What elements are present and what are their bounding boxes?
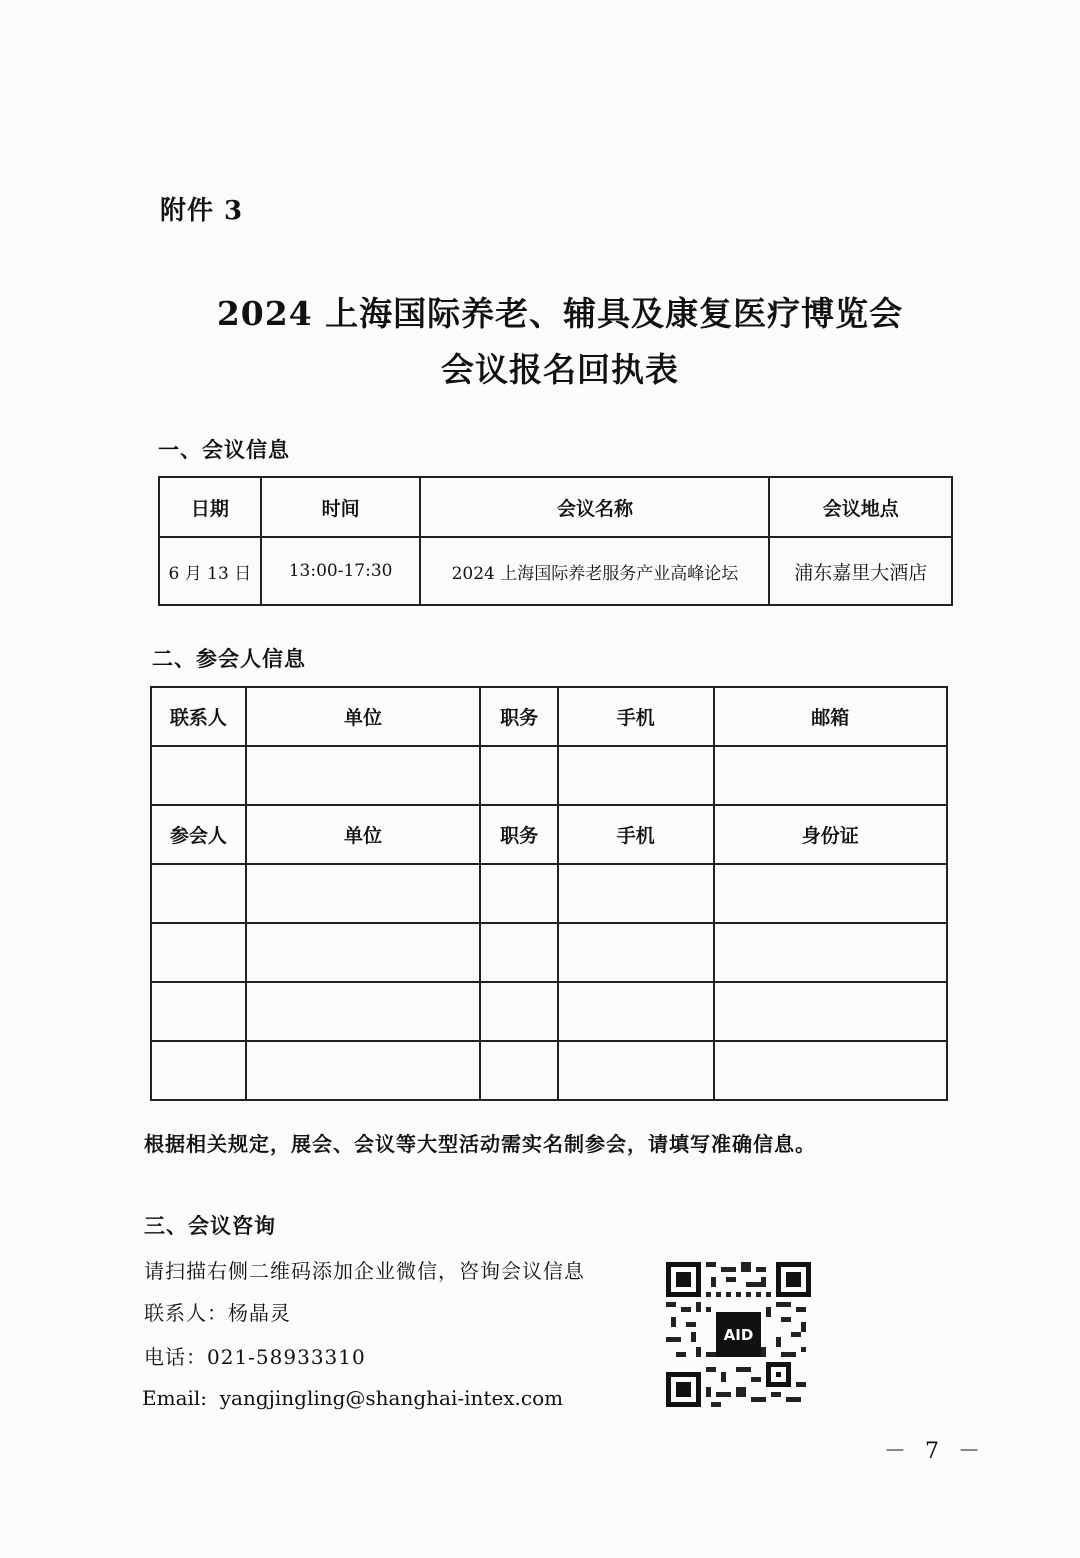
- page-title: 2024 上海国际养老、辅具及康复医疗博览会: [216, 294, 904, 333]
- input-cell[interactable]: [151, 982, 246, 1041]
- contact-line: [144, 1297, 291, 1326]
- phone-line: [144, 1341, 366, 1370]
- cell-meeting-name: 2024 上海国际养老服务产业高峰论坛: [420, 537, 769, 605]
- phone-label: 电话：: [144, 1345, 207, 1369]
- table-header-row: [159, 477, 952, 537]
- header-unit: 单位: [246, 805, 480, 864]
- meeting-table: [158, 476, 953, 606]
- cell-venue: 浦东嘉里大酒店: [769, 537, 952, 605]
- contact-header-row: [151, 687, 947, 746]
- attendee-header-row: [151, 805, 947, 864]
- header-mobile: 手机: [558, 687, 714, 746]
- attendee-input-row: [151, 982, 947, 1041]
- contact-input-row: [151, 746, 947, 805]
- input-cell[interactable]: [246, 864, 480, 923]
- input-cell[interactable]: [480, 1041, 558, 1100]
- page-subtitle: 会议报名回执表: [441, 350, 679, 389]
- attendee-table: [150, 686, 948, 1101]
- input-cell[interactable]: [151, 864, 246, 923]
- input-cell[interactable]: [246, 923, 480, 982]
- attendee-input-row: [151, 1041, 947, 1100]
- attendee-input-row: [151, 923, 947, 982]
- email-address[interactable]: yangjingling@shanghai-intex.com: [219, 1386, 564, 1410]
- input-cell[interactable]: [714, 864, 947, 923]
- input-cell[interactable]: [714, 1041, 947, 1100]
- header-unit: 单位: [246, 687, 480, 746]
- table-row: [159, 537, 952, 605]
- section-consultation: 三、会议咨询: [144, 1213, 276, 1238]
- input-cell[interactable]: [558, 746, 714, 805]
- input-cell[interactable]: [714, 746, 947, 805]
- attendee-input-row: [151, 864, 947, 923]
- input-cell[interactable]: [246, 1041, 480, 1100]
- header-date: 日期: [159, 477, 261, 537]
- email-label: Email:: [142, 1386, 208, 1410]
- consult-instruction: 请扫描右侧二维码添加企业微信，咨询会议信息: [144, 1259, 585, 1283]
- real-name-notice: 根据相关规定，展会、会议等大型活动需实名制参会，请填写准确信息。: [144, 1132, 816, 1156]
- input-cell[interactable]: [151, 746, 246, 805]
- contact-name: 杨晶灵: [228, 1301, 291, 1325]
- header-time: 时间: [261, 477, 421, 537]
- cell-time: 13:00-17:30: [261, 537, 421, 605]
- input-cell[interactable]: [558, 923, 714, 982]
- qr-code[interactable]: [666, 1262, 811, 1407]
- input-cell[interactable]: [151, 923, 246, 982]
- phone-number: 021-58933310: [207, 1345, 366, 1369]
- qr-logo-text: AID: [723, 1326, 754, 1344]
- input-cell[interactable]: [714, 982, 947, 1041]
- header-position: 职务: [480, 687, 558, 746]
- header-meeting-name: 会议名称: [420, 477, 769, 537]
- header-contact: 联系人: [151, 687, 246, 746]
- contact-label: 联系人：: [144, 1301, 228, 1325]
- header-position: 职务: [480, 805, 558, 864]
- page-number: － 7 －: [884, 1439, 986, 1464]
- header-id-card: 身份证: [714, 805, 947, 864]
- section-meeting-info: 一、会议信息: [158, 437, 290, 462]
- header-email: 邮箱: [714, 687, 947, 746]
- input-cell[interactable]: [246, 746, 480, 805]
- input-cell[interactable]: [480, 864, 558, 923]
- section-attendee-info: 二、参会人信息: [152, 646, 306, 671]
- input-cell[interactable]: [151, 1041, 246, 1100]
- input-cell[interactable]: [480, 746, 558, 805]
- input-cell[interactable]: [558, 982, 714, 1041]
- header-venue: 会议地点: [769, 477, 952, 537]
- input-cell[interactable]: [558, 1041, 714, 1100]
- attachment-label: 附件 3: [160, 196, 244, 226]
- input-cell[interactable]: [558, 864, 714, 923]
- input-cell[interactable]: [480, 923, 558, 982]
- input-cell[interactable]: [480, 982, 558, 1041]
- header-attendee: 参会人: [151, 805, 246, 864]
- cell-date: 6 月 13 日: [159, 537, 261, 605]
- input-cell[interactable]: [246, 982, 480, 1041]
- header-mobile: 手机: [558, 805, 714, 864]
- input-cell[interactable]: [714, 923, 947, 982]
- email-line: [142, 1386, 563, 1410]
